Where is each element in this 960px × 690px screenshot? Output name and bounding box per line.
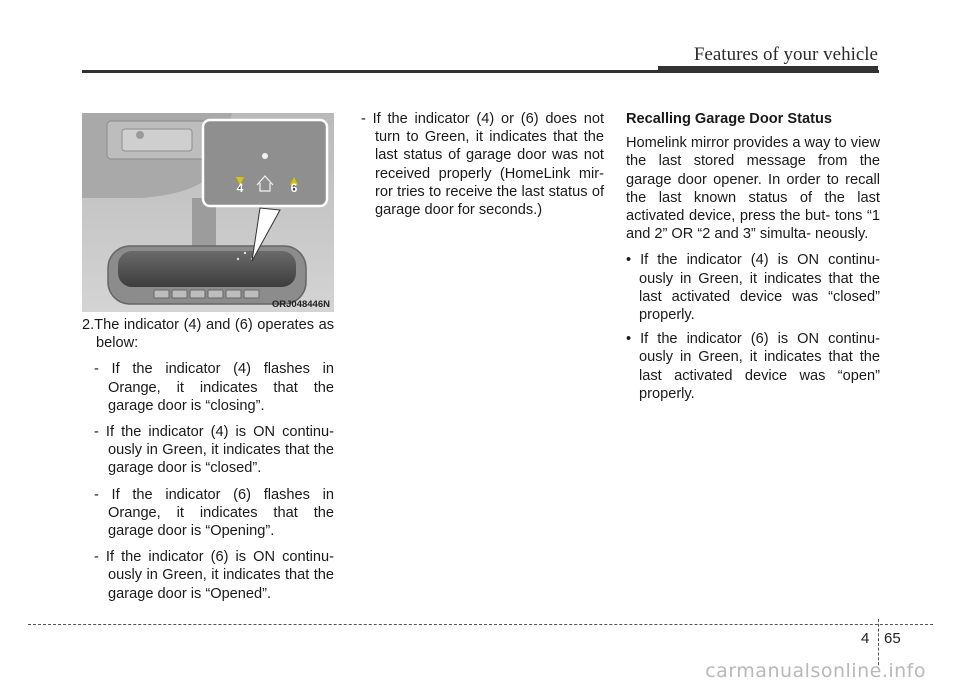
indicator-4-label: 4	[236, 181, 244, 195]
figure-caption: ORJ048446N	[271, 299, 330, 310]
section-paragraph: Homelink mirror provides a way to view the last stored message from the garage door opener. In order to recall the last known status of the last activated device, press the but- tons “1 and 2” OR “2 and 3” simulta- neously.	[626, 135, 880, 243]
mirror-illustration	[82, 113, 334, 312]
bullet-item: • If the indicator (4) is ON continu- ously in Green, it indicates that the last activated device was “closed” properly.	[626, 252, 880, 324]
header-title: Features of your vehicle	[693, 44, 878, 65]
list-item: - If the indicator (6) is ON continu- ously in Green, it indicates that the garage door is “Opened”.	[94, 549, 334, 602]
column-3	[626, 110, 880, 409]
page-divider	[878, 619, 879, 665]
list-item: - If the indicator (4) or (6) does not turn to Green, it indicates that the last status of garage door was not received properly (HomeLink mir- ror tries to receive the last status of garage door for seconds.)	[361, 111, 604, 219]
indicator-intro: 2.The indicator (4) and (6) operates as below:	[82, 317, 334, 352]
list-item: - If the indicator (4) is ON continu- ously in Green, it indicates that the garage door is “closed”.	[94, 424, 334, 477]
header-rule-accent	[658, 66, 878, 73]
mirror-illustration-svg	[82, 113, 334, 312]
column-1	[82, 316, 334, 611]
bullet-item: • If the indicator (6) is ON continu- ously in Green, it indicates that the last activated device was “open” properly.	[626, 331, 880, 402]
section-heading: Recalling Garage Door Status	[626, 111, 832, 127]
column-2	[353, 110, 604, 227]
indicator-6-label: 6	[290, 181, 298, 195]
footer-rule	[28, 624, 933, 625]
watermark: carmanualsonline.info	[705, 660, 926, 682]
page-number: 65	[884, 630, 901, 647]
list-item: - If the indicator (4) flashes in Orange, it indicates that the garage door is “closing”.	[94, 361, 334, 414]
list-item: - If the indicator (6) flashes in Orange, it indicates that the garage door is “Opening”.	[94, 486, 334, 540]
chapter-number: 4	[861, 630, 870, 647]
